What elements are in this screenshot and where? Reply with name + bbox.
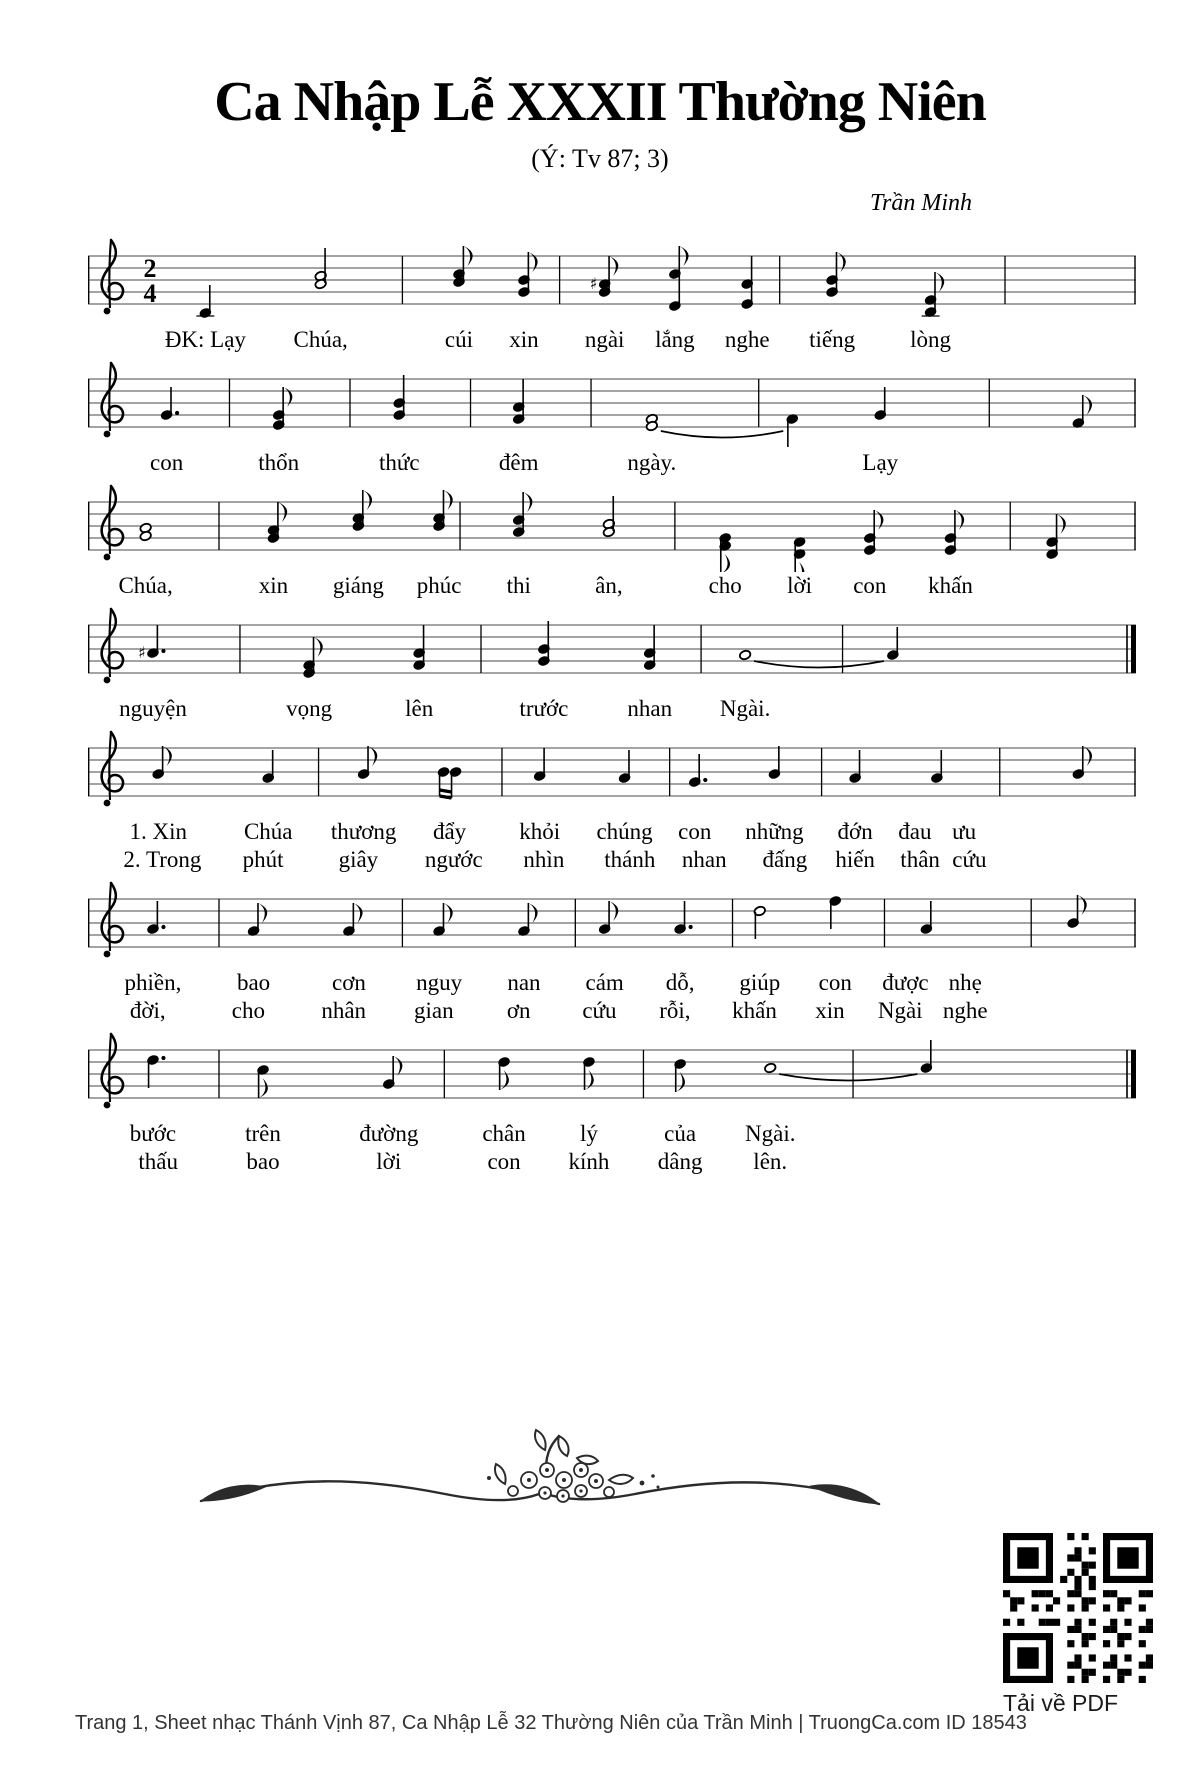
lyric-word: đêm bbox=[498, 450, 539, 475]
lyric-word: thi bbox=[506, 573, 531, 598]
lyric-word: cúi bbox=[444, 327, 474, 352]
lyric-word: được bbox=[882, 970, 929, 995]
lyric-word: thánh bbox=[604, 847, 656, 872]
lyric-word: giây bbox=[338, 847, 379, 872]
lyric-word: con bbox=[853, 573, 887, 598]
lyric-word: ngày. bbox=[627, 450, 677, 475]
svg-text:2: 2 bbox=[143, 254, 157, 283]
lyric-word: chân bbox=[482, 1121, 526, 1146]
lyric-word: trên bbox=[245, 1121, 281, 1146]
music-system-6 bbox=[88, 869, 1136, 1025]
lyric-word: nhẹ bbox=[948, 970, 982, 995]
lyric-word: hiến bbox=[835, 847, 875, 872]
lyric-word: Ngài bbox=[877, 998, 923, 1023]
lyric-word: đớn bbox=[837, 819, 873, 844]
lyric-word: lên. bbox=[753, 1149, 788, 1174]
lyric-line-5-2 bbox=[88, 846, 1136, 874]
staff-svg-1 bbox=[88, 226, 1136, 326]
lyric-word: rỗi, bbox=[659, 998, 691, 1023]
lyric-word: xin bbox=[509, 327, 539, 352]
qr-label[interactable]: Tải về PDF bbox=[1003, 1690, 1119, 1716]
lyric-word: khấn bbox=[732, 998, 777, 1023]
lyric-line-3-1 bbox=[88, 572, 1136, 600]
lyric-word: khỏi bbox=[519, 819, 561, 844]
qr-code[interactable] bbox=[1003, 1533, 1153, 1683]
lyric-word: xin bbox=[815, 998, 845, 1023]
lyric-line-4-1 bbox=[88, 695, 1136, 723]
lyric-word: đẩy bbox=[432, 819, 467, 844]
lyric-word: phút bbox=[242, 847, 284, 872]
lyric-word: đường bbox=[359, 1121, 419, 1146]
lyric-word: đau bbox=[898, 819, 932, 844]
lyric-word: cho bbox=[231, 998, 265, 1023]
lyric-word: thấu bbox=[138, 1149, 179, 1174]
treble-clef-icon bbox=[102, 883, 123, 957]
lyric-word: thương bbox=[330, 819, 397, 844]
svg-text:♯: ♯ bbox=[137, 643, 146, 662]
music-system-4 bbox=[88, 595, 1136, 723]
lyric-word: gian bbox=[414, 998, 454, 1023]
lyric-word: bao bbox=[236, 970, 271, 995]
lyric-word: lời bbox=[376, 1149, 402, 1174]
lyric-word: khấn bbox=[928, 573, 973, 598]
lyric-word: thổn bbox=[258, 450, 300, 475]
lyric-line-2-1 bbox=[88, 449, 1136, 477]
lyric-word: nguy bbox=[416, 970, 463, 995]
lyric-word: tiếng bbox=[809, 327, 856, 352]
lyric-word: dỗ, bbox=[665, 970, 695, 995]
lyric-word: đấng bbox=[762, 847, 808, 872]
lyric-word: Ngài. bbox=[719, 696, 771, 721]
lyric-word: nhân bbox=[321, 998, 367, 1023]
lyric-word: nhan bbox=[681, 847, 727, 872]
lyric-word: con bbox=[818, 970, 852, 995]
composer-name: Trần Minh bbox=[869, 190, 972, 216]
lyric-word: vọng bbox=[286, 696, 333, 721]
treble-clef-icon bbox=[102, 486, 123, 560]
svg-text:♯: ♯ bbox=[589, 274, 598, 293]
lyric-word: Ngài. bbox=[745, 1121, 796, 1146]
lyric-word: cứu bbox=[952, 847, 987, 872]
score-header bbox=[0, 0, 1200, 174]
lyric-word: thân bbox=[900, 847, 940, 872]
lyric-word: ngước bbox=[424, 847, 483, 872]
music-system-2 bbox=[88, 349, 1136, 477]
lyric-word: xin bbox=[258, 573, 289, 598]
lyric-word: con bbox=[678, 819, 712, 844]
treble-clef-icon bbox=[102, 240, 123, 314]
lyric-word: 1. Xin bbox=[129, 819, 187, 844]
music-system-1 bbox=[88, 226, 1136, 354]
lyric-word: bao bbox=[246, 1149, 280, 1174]
qr-download-block bbox=[1003, 1533, 1159, 1717]
lyric-word: ĐK: Lạy bbox=[164, 327, 246, 352]
lyric-word: Lạy bbox=[862, 450, 899, 475]
lyric-line-7-1 bbox=[88, 1120, 1136, 1148]
staff-svg-2 bbox=[88, 349, 1136, 449]
scripture-reference: (Ý: Tv 87; 3) bbox=[531, 144, 669, 173]
staff-svg-5 bbox=[88, 718, 1136, 818]
staff-svg-7 bbox=[88, 1020, 1136, 1120]
lyric-word: phúc bbox=[416, 573, 462, 598]
treble-clef-icon bbox=[102, 609, 123, 683]
lyric-word: dâng bbox=[657, 1149, 703, 1174]
lyric-word: cho bbox=[708, 573, 742, 598]
music-system-3 bbox=[88, 472, 1136, 600]
lyric-word: ân, bbox=[595, 573, 623, 598]
lyric-word: lời bbox=[787, 573, 813, 598]
lyric-line-6-2 bbox=[88, 997, 1136, 1025]
lyric-word: nguyện bbox=[119, 696, 187, 721]
lyric-word: ưu bbox=[952, 819, 977, 844]
lyric-word: nhìn bbox=[523, 847, 565, 872]
lyric-word: ơn bbox=[506, 998, 531, 1023]
treble-clef-icon bbox=[102, 1034, 123, 1108]
staff-svg-4 bbox=[88, 595, 1136, 695]
lyric-word: cơn bbox=[332, 970, 366, 995]
lyric-word: phiền, bbox=[124, 970, 182, 995]
lyric-word: trước bbox=[519, 696, 569, 721]
lyric-word: Chúa bbox=[243, 819, 293, 844]
lyric-word: lý bbox=[579, 1121, 598, 1146]
lyric-word: những bbox=[745, 819, 804, 844]
lyric-word: con bbox=[487, 1149, 521, 1174]
floral-divider-illustration bbox=[195, 1388, 885, 1530]
lyric-line-6-1 bbox=[88, 969, 1136, 997]
lyric-word: lên bbox=[405, 696, 434, 721]
lyric-word: thức bbox=[378, 450, 420, 475]
lyric-word: nan bbox=[507, 970, 541, 995]
lyric-word: giúp bbox=[739, 970, 781, 995]
lyric-word: Chúa, bbox=[118, 573, 173, 598]
lyric-word: nghe bbox=[724, 327, 770, 352]
lyric-word: giáng bbox=[332, 573, 384, 598]
lyric-word: nghe bbox=[942, 998, 988, 1023]
lyric-word: của bbox=[664, 1121, 697, 1146]
lyric-word: lắng bbox=[655, 327, 695, 352]
staff-svg-3 bbox=[88, 472, 1136, 572]
lyric-word: ngài bbox=[584, 327, 625, 352]
page-title: Ca Nhập Lễ XXXII Thường Niên bbox=[214, 71, 986, 133]
treble-clef-icon bbox=[102, 363, 123, 437]
treble-clef-icon bbox=[102, 732, 123, 806]
lyric-word: con bbox=[149, 450, 184, 475]
lyric-word: bước bbox=[129, 1121, 177, 1146]
lyric-word: chúng bbox=[596, 819, 653, 844]
lyric-line-1-1 bbox=[88, 326, 1136, 354]
music-system-5 bbox=[88, 718, 1136, 874]
lyric-word: cứu bbox=[582, 998, 617, 1023]
floral-divider-svg bbox=[195, 1388, 885, 1530]
lyric-word: đời, bbox=[129, 998, 166, 1023]
lyric-word: kính bbox=[568, 1149, 610, 1174]
lyric-line-7-2 bbox=[88, 1148, 1136, 1176]
lyric-line-5-1 bbox=[88, 818, 1136, 846]
music-system-7 bbox=[88, 1020, 1136, 1176]
lyric-word: Chúa, bbox=[293, 327, 348, 352]
staff-svg-6 bbox=[88, 869, 1136, 969]
footer-text: Trang 1, Sheet nhạc Thánh Vịnh 87, Ca Nhập Lễ 32 Thường Niên của Trần Minh | TruongCa.com ID 18543 bbox=[75, 1712, 1027, 1734]
lyric-word: 2. Trong bbox=[123, 847, 202, 872]
svg-text:4: 4 bbox=[143, 279, 157, 308]
page-footer bbox=[75, 1712, 1135, 1735]
lyric-word: cám bbox=[585, 970, 624, 995]
score bbox=[88, 226, 1136, 1176]
lyric-word: lòng bbox=[910, 327, 952, 352]
lyric-word: nhan bbox=[627, 696, 673, 721]
